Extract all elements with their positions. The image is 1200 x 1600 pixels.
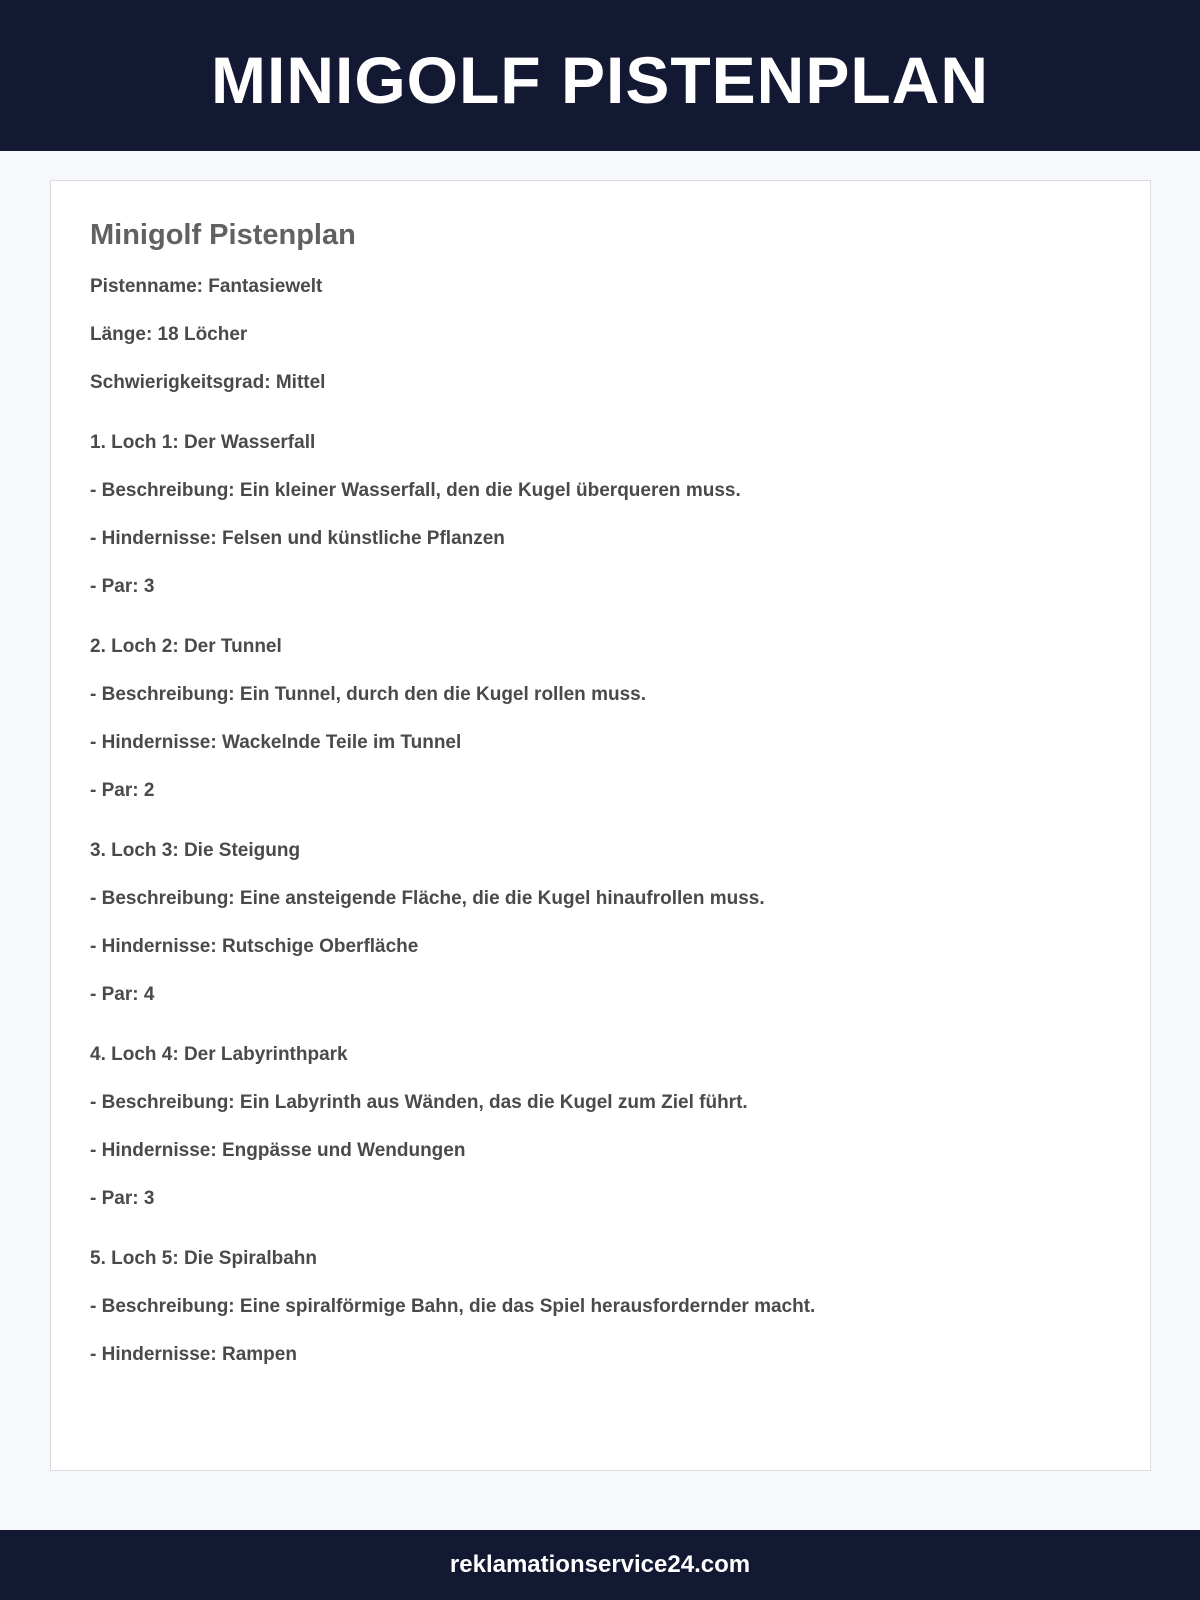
meta-difficulty: Schwierigkeitsgrad: Mittel bbox=[90, 372, 326, 393]
page-title: MINIGOLF PISTENPLAN bbox=[211, 42, 989, 117]
hole-4-description: - Beschreibung: Ein Labyrinth aus Wänden, das die Kugel zum Ziel führt. bbox=[90, 1092, 748, 1113]
hole-1-par: - Par: 3 bbox=[90, 576, 155, 597]
hole-2-par: - Par: 2 bbox=[90, 780, 155, 801]
hole-2-description: - Beschreibung: Ein Tunnel, durch den die Kugel rollen muss. bbox=[90, 684, 646, 705]
hole-2-obstacles: - Hindernisse: Wackelnde Teile im Tunnel bbox=[90, 732, 462, 753]
hole-4-obstacles: - Hindernisse: Engpässe und Wendungen bbox=[90, 1140, 466, 1161]
hole-5-title: 5. Loch 5: Die Spiralbahn bbox=[90, 1248, 317, 1269]
hole-5-obstacles: - Hindernisse: Rampen bbox=[90, 1344, 297, 1365]
meta-course-name: Pistenname: Fantasiewelt bbox=[90, 276, 323, 297]
hole-2-title: 2. Loch 2: Der Tunnel bbox=[90, 636, 282, 657]
footer-domain: reklamationservice24.com bbox=[449, 1551, 751, 1578]
hole-3-description: - Beschreibung: Eine ansteigende Fläche, die die Kugel hinaufrollen muss. bbox=[90, 888, 765, 909]
hole-3-title: 3. Loch 3: Die Steigung bbox=[90, 840, 301, 861]
hole-3-obstacles: - Hindernisse: Rutschige Oberfläche bbox=[90, 936, 419, 957]
meta-length: Länge: 18 Löcher bbox=[90, 324, 248, 345]
document-heading: Minigolf Pistenplan bbox=[90, 219, 356, 251]
hole-4-par: - Par: 3 bbox=[90, 1188, 155, 1209]
document-card bbox=[50, 180, 1151, 1471]
hole-1-title: 1. Loch 1: Der Wasserfall bbox=[90, 432, 316, 453]
hole-1-obstacles: - Hindernisse: Felsen und künstliche Pflanzen bbox=[90, 528, 505, 549]
hole-3-par: - Par: 4 bbox=[90, 984, 155, 1005]
hole-1-description: - Beschreibung: Ein kleiner Wasserfall, den die Kugel überqueren muss. bbox=[90, 480, 741, 501]
page-header bbox=[0, 0, 1200, 151]
hole-4-title: 4. Loch 4: Der Labyrinthpark bbox=[90, 1044, 348, 1065]
page-footer bbox=[0, 1530, 1200, 1600]
hole-5-description: - Beschreibung: Eine spiralförmige Bahn, die das Spiel herausfordernder macht. bbox=[90, 1296, 816, 1317]
